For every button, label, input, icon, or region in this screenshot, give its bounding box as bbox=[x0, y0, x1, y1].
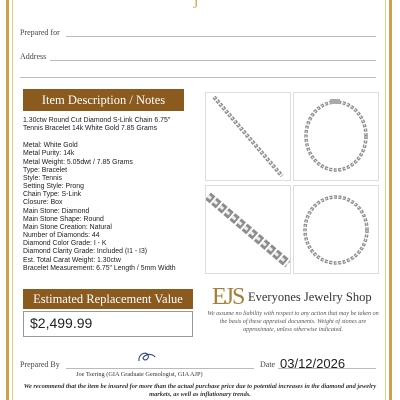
address-line-2 bbox=[20, 77, 376, 78]
product-photos bbox=[205, 92, 375, 276]
signature-icon bbox=[136, 349, 158, 365]
replacement-value-heading: Estimated Replacement Value bbox=[23, 289, 193, 309]
item-description-heading: Item Description / Notes bbox=[23, 89, 184, 111]
spec-line: Bracelet Measurement: 6.75" Length / 5mm Width bbox=[23, 264, 176, 272]
bracelet-photo-straight bbox=[205, 92, 291, 181]
item-title-line-2: Tennis Bracelet 14k White Gold 7.85 Grams bbox=[23, 125, 158, 133]
spec-line: Diamond Clarity Grade: Included (I1 - I3) bbox=[23, 248, 148, 256]
prepared-for-label: Prepared for bbox=[20, 28, 60, 37]
prepared-for-line bbox=[66, 36, 376, 37]
bracelet-photo-loop bbox=[293, 92, 379, 181]
brand-name: Everyones Jewelry Shop bbox=[248, 290, 372, 304]
insurance-recommendation: We recommend that the item be insured for more than the actual purchase price due to potential increases in the diamond and jewelry markets, as well as inflationary trends. bbox=[23, 383, 377, 398]
spec-line: Main Stone Creation: Natural bbox=[23, 223, 112, 231]
address-line bbox=[50, 60, 376, 61]
spec-line: Setting Style: Prong bbox=[23, 183, 84, 191]
date-label: Date bbox=[260, 360, 276, 369]
bracelet-photo-round bbox=[293, 185, 379, 274]
prepared-by-line bbox=[66, 368, 254, 369]
replacement-value-box bbox=[23, 311, 193, 337]
prepared-by-label: Prepared By bbox=[20, 360, 60, 369]
spec-line: Metal Purity: 14k bbox=[23, 150, 75, 158]
top-ornament: J bbox=[193, 0, 199, 11]
spec-line: Main Stone: Diamond bbox=[23, 207, 90, 215]
bracelet-photo-closeup bbox=[205, 185, 291, 274]
spec-line: Metal: White Gold bbox=[23, 142, 78, 150]
gemologist-name: Joe Tsering (GIA Graduate Gemologist, GIA AJP) bbox=[76, 371, 203, 378]
ejs-monogram: EJS bbox=[212, 284, 244, 310]
address-label: Address bbox=[20, 52, 47, 61]
spec-line: Main Stone Shape: Round bbox=[23, 215, 104, 223]
date-value: 03/12/2026 bbox=[280, 356, 346, 371]
spec-line: Est. Total Carat Weight: 1.30ctw bbox=[23, 256, 121, 264]
spec-line: Diamond Color Grade: I - K bbox=[23, 240, 107, 248]
replacement-value-price: $2,499.99 bbox=[30, 315, 93, 331]
spec-line: Number of Diamonds: 44 bbox=[23, 232, 100, 240]
item-description bbox=[23, 117, 191, 273]
item-title bbox=[23, 117, 191, 133]
spec-line: Type: Bracelet bbox=[23, 166, 68, 174]
spec-line: Style: Tennis bbox=[23, 174, 62, 182]
spec-line: Metal Weight: 5.05dwt / 7.85 Grams bbox=[23, 158, 133, 166]
liability-disclaimer: We assume no liability with respect to any action that may be taken on the basis of these appraisal documents. Weight of stones are approximate, unless otherwise indicated. bbox=[207, 311, 379, 333]
item-title-line-1: 1.30ctw Round Cut Diamond S-Link Chain 6.75" bbox=[23, 117, 171, 124]
spec-line: Chain Type: S-Link bbox=[23, 191, 82, 199]
spec-line: Closure: Box bbox=[23, 199, 63, 207]
